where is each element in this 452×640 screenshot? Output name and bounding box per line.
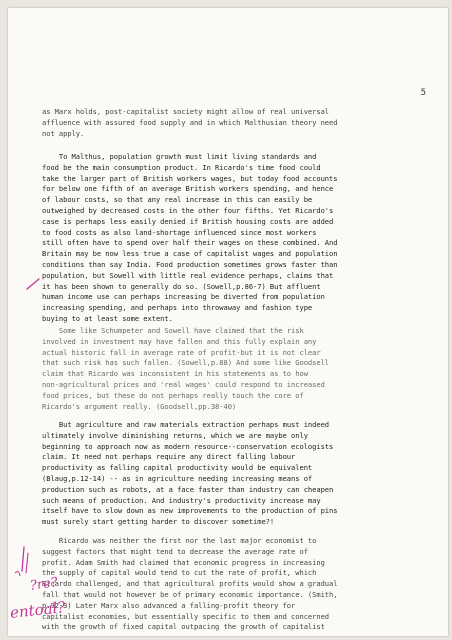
- text-line: such means of production. And industry's productivity increase may: [42, 495, 321, 505]
- text-line: Ricardo challenged, and that agricultural profits would show a gradual: [42, 579, 338, 589]
- paragraph-3: [42, 326, 440, 412]
- text-line: buying to at least some extent.: [42, 313, 173, 323]
- text-line: the supply of capital would tend to cut the rate of profit, which: [42, 568, 317, 578]
- text-line: must surely start getting harder to discover sometime?!: [42, 517, 275, 527]
- text-line: food be the main consumption product. In Ricardo's time food could: [42, 162, 321, 172]
- handwritten-margin-notes: [8, 543, 88, 636]
- paragraph-1: [42, 107, 440, 139]
- text-line: itself have to slow down as new improvements to the production of pins: [42, 506, 338, 516]
- text-line: production such as robots, at a face faster than industry can cheapen: [42, 484, 334, 494]
- text-line: capitalist economies, but essentially specific to them and concerned: [42, 611, 330, 621]
- text-line: affluence with assured food supply and in which Malthusian theory need: [42, 117, 338, 127]
- text-line: outweighed by decreased costs in the other four fifths. Yet Ricardo's: [42, 205, 334, 215]
- text-line: take the larger part of British workers wages, but today food accounts: [42, 173, 338, 183]
- text-line: involved in investment may have fallen and this fully explain any: [42, 336, 317, 346]
- text-line: of labour costs, so that any real increase in this can easily be: [42, 195, 313, 205]
- text-line: non-agricultural prices and 'real wages' could respond to increased: [42, 379, 325, 389]
- text-line: not apply.: [42, 128, 85, 138]
- text-line: to food costs as also land-shortage influenced since most workers: [42, 227, 317, 237]
- text-line: fall that would not however be of primary economic importance. (Smith,: [42, 589, 338, 599]
- text-line: To Malthus, population growth must limit living standards and: [42, 152, 317, 161]
- text-line: profit. Adam Smith had claimed that economic progress in increasing: [42, 557, 325, 567]
- text-line: still often have to spend over half their wages on these combined. And: [42, 238, 338, 248]
- text-line: case is perhaps less easily denied if British housing costs are added: [42, 216, 334, 226]
- text-line: food prices, but these do not perhaps really touch the core of: [42, 390, 304, 400]
- page-number: 5: [420, 88, 426, 98]
- text-line: human income use can perhaps increasing be diverted from population: [42, 292, 325, 302]
- text-line: But agriculture and raw materials extraction perhaps must indeed: [42, 420, 330, 429]
- text-line: as Marx holds, post-capitalist society might allow of real universal: [42, 107, 330, 116]
- text-line: ultimately involve diminishing returns, which we are maybe only: [42, 430, 308, 440]
- margin-slash-mark: [26, 278, 40, 290]
- text-line: it has been shown to generally do so. (Sowell,p.86-7) But affluent: [42, 281, 321, 291]
- text-line: suggest factors that might tend to decrease the average rate of: [42, 546, 308, 556]
- paragraph-4: [42, 420, 440, 528]
- text-line: claim that Ricardo was inconsistent in his statements as to how: [42, 369, 308, 379]
- text-line: Ricardo was neither the first nor the last major economist to: [42, 536, 317, 545]
- handwritten-note: entoal?: [9, 598, 67, 622]
- text-line: for below one fifth of an average British workers spending, and hence: [42, 184, 334, 194]
- paragraph-5: [42, 536, 440, 633]
- text-line: with the growth of fixed capital outpacing the growth of capitalist: [42, 622, 325, 632]
- handwritten-note: ?re?: [29, 575, 59, 594]
- text-line: (Blaug,p.12-14) -- as in agriculture needing increasing means of: [42, 473, 313, 483]
- text-line: that such risk has such fallen. (Sowell,p.88) And some like Goodsell: [42, 358, 330, 368]
- text-line: actual historic fall in average rate of profit-but it is not clear: [42, 347, 321, 357]
- text-line: productivity as falling capital productivity would be equivalent: [42, 463, 313, 473]
- paragraph-2: [42, 152, 440, 325]
- text-line: Britain may be now less true a case of capitalist wages and population: [42, 249, 338, 259]
- text-line: p.92-3) Later Marx also advanced a falling-profit theory for: [42, 600, 296, 610]
- text-line: beginning to approach now as modern resource--conservation ecologists: [42, 441, 334, 451]
- document-page: [8, 8, 448, 636]
- text-line: Some like Schumpeter and Sowell have claimed that the risk: [42, 326, 304, 335]
- text-line: increasing spending, and perhaps into throwaway and fashion type: [42, 303, 313, 313]
- text-line: population, but Sowell with little real evidence perhaps, claims that: [42, 270, 334, 280]
- text-line: Ricardo's argument really. (Goodsell,pp.38-40): [42, 401, 237, 411]
- text-line: claim. It need not perhaps require any direct falling labour: [42, 452, 296, 462]
- text-line: conditions than say India. Food production sometimes grows faster than: [42, 259, 338, 269]
